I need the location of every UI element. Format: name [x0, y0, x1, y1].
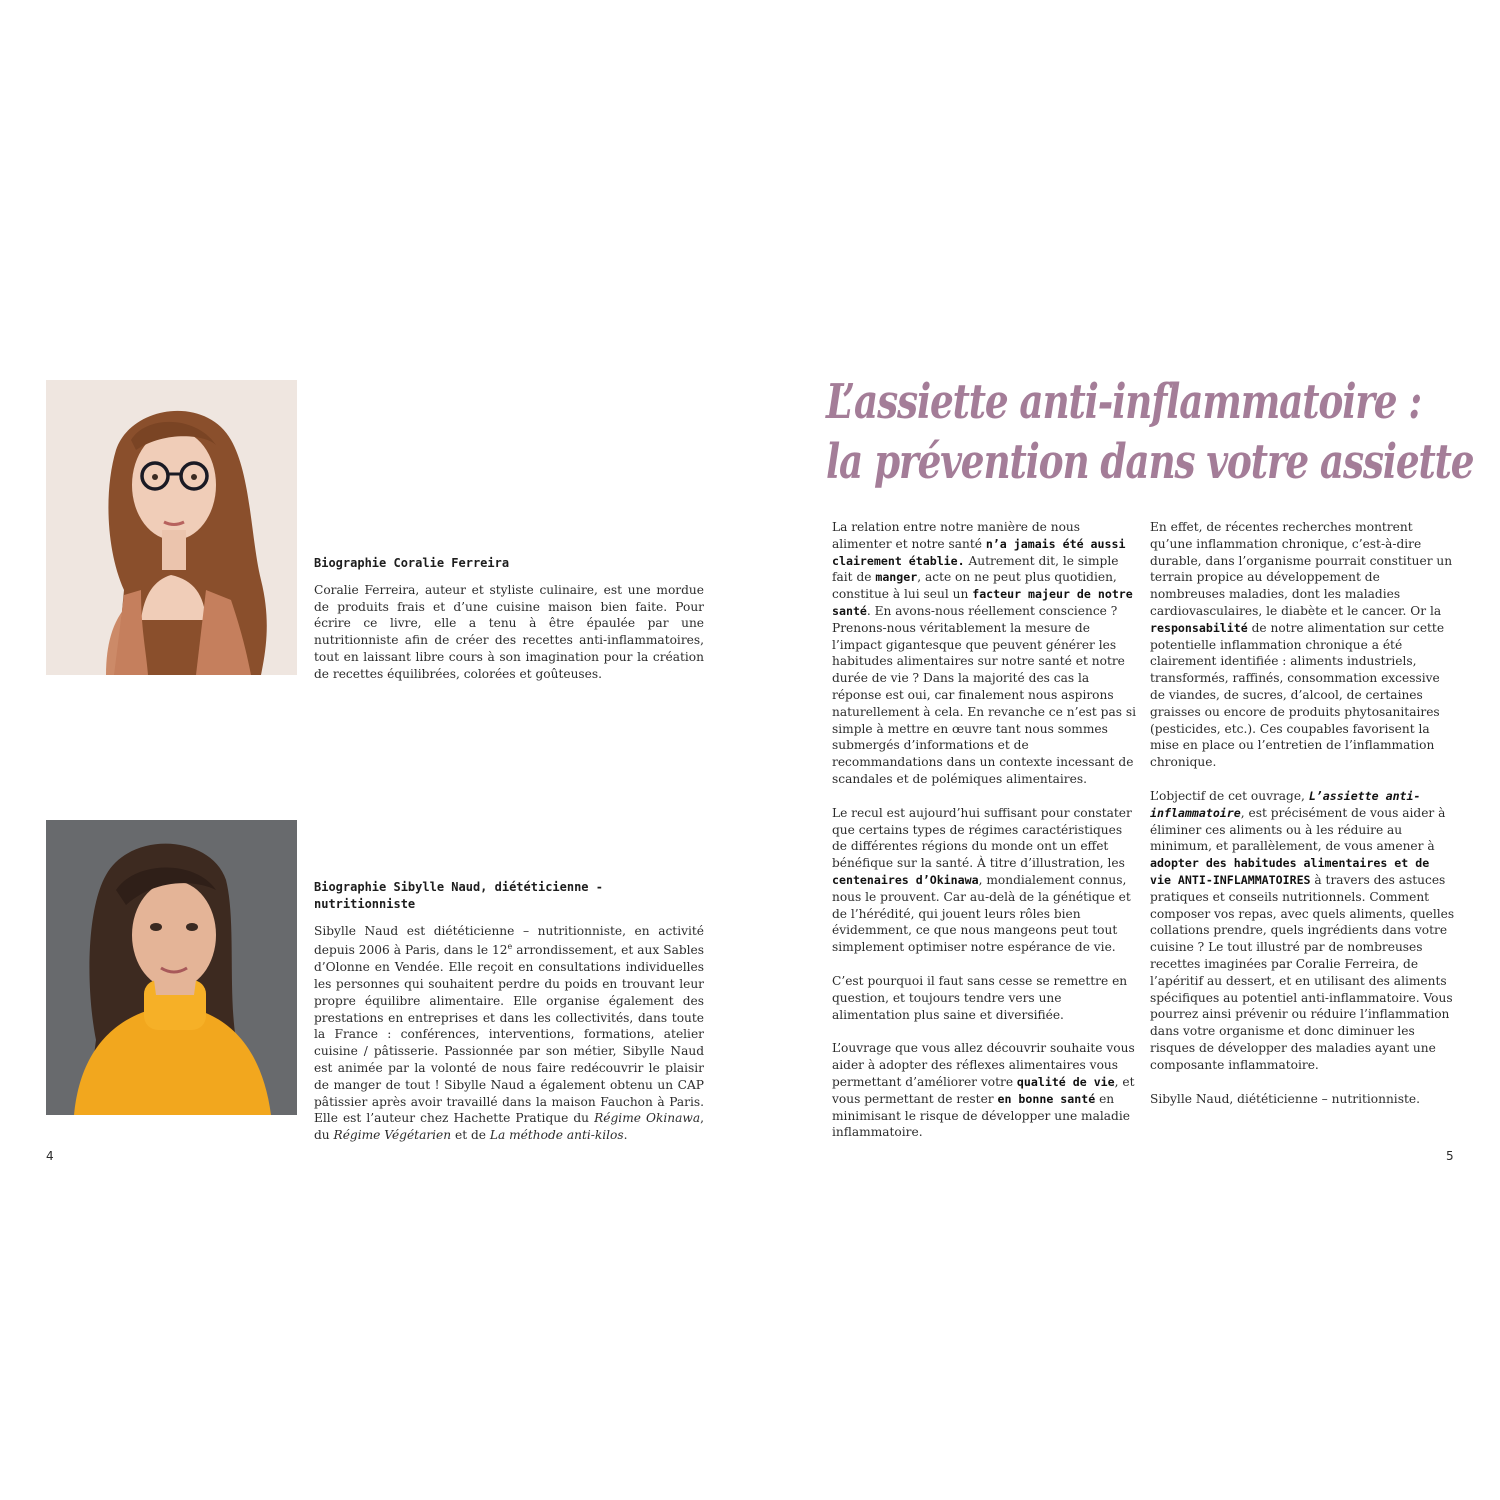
paragraph: C’est pourquoi il faut sans cesse se remettre en question, et toujours tendre vers une alimentation plus saine et diversifiée. [832, 973, 1128, 1022]
paragraph: Le recul est aujourd’hui suffisant pour constater que certains types de régimes caractéristiques de différentes régions du monde ont un effet bénéfique sur la santé. À titre d’illustration, les centenaires d’Okinawa, mondialement connus, nous le prouvent. Car au-delà de la génétique et de l’hérédité, qui jouent leurs rôles bien évidemment, ce que nous mangeons peut tout simplement optimiser notre espérance de vie. [832, 805, 1132, 955]
paragraph: La relation entre notre manière de nous alimenter et notre santé n’a jamais été aussi clairement établie. Autrement dit, le simple fait de manger, acte on ne peut plus quotidien, constitue à lui seul un facteur majeur de notre santé. En avons-nous réellement conscience ? Prenons-nous véritablement la mesure de l’impact gigantesque que peuvent générer les habitudes alimentaires sur notre santé et notre durée de vie ? Dans la majorité des cas la réponse est oui, car finalement nous aspirons naturellement à cela. En revanche ce n’est pas si simple à mettre en œuvre tant nous sommes submergés d’informations et de recommandations dans un contexte incessant de scandales et de polémiques alimentaires. [832, 520, 1137, 786]
coralie-ferreira-portrait [46, 380, 297, 675]
book-title: La méthode anti-kilos [489, 1128, 624, 1143]
bio-heading: Biographie Coralie Ferreira [314, 556, 510, 570]
book-title: Régime Végétarien [333, 1128, 452, 1143]
book-title: Régime Okinawa [594, 1111, 701, 1126]
title-line-2: la prévention dans votre assiette [826, 434, 1474, 490]
text-column-left [832, 519, 1137, 1158]
bio-coralie-ferreira [314, 555, 704, 683]
bio-text: Sibylle Naud est diététicienne – nutritionniste, en activité depuis 2006 à Paris, dans le 12e arrondissement, et aux Sables d’Olonne en Vendée. Elle reçoit en consultations individuelles les personnes qui souhaitent perdre du poids en trouvant leur propre équilibre alimentaire. Elle organise également des prestations en entreprises et dans les collectivités, dans toute la France : conférences, interventions, formations, atelier cuisine / pâtisserie. Passionnée par son métier, Sibylle Naud est animée par la volonté de nous faire redécouvrir le plaisir de manger de tout ! Sibylle Naud a également obtenu un CAP pâtissier après avoir travaillé dans la maison Fauchon à Paris. Elle est l’auteur chez Hachette Pratique du Régime Okinawa, du Régime Végétarien et de La méthode anti-kilos. [314, 923, 704, 1143]
bio-text: Coralie Ferreira, auteur et styliste culinaire, est une mordue de produits frais et d’une cuisine maison bien faite. Pour écrire ce livre, elle a tenu à être épaulée par une nutritionniste afin de créer des recettes anti-inflammatoires, tout en laissant libre cours à son imagination pour la création de recettes équilibrées, colorées et goûteuses. [314, 582, 704, 681]
paragraph: L’objectif de cet ouvrage, L’assiette anti-inflammatoire, est précisément de vous aider à éliminer ces aliments ou à les réduire au minimum, et parallèlement, de vous amener à adopter des habitudes alimentaires et de vie ANTI-INFLAMMATOIRES à travers des astuces pratiques et conseils nutritionnels. Comment composer vos repas, avec quels aliments, quelles collations prendre, quels ingrédients dans votre cuisine ? Le tout illustré par de nombreuses recettes imaginées par Coralie Ferreira, de l’apéritif au dessert, et en utilisant des aliments spécifiques au potentiel anti-inflammatoire. Vous pourrez ainsi prévenir ou réduire l’inflammation dans votre organisme et donc diminuer les risques de développer des maladies ayant une composante inflammatoire. [1150, 788, 1455, 1072]
chapter-title [826, 372, 1474, 492]
title-line-1: L’assiette anti-inflammatoire : [826, 374, 1421, 430]
bio-heading: Biographie Sibylle Naud, diététicienne - nutritionniste [314, 880, 603, 911]
paragraph: En effet, de récentes recherches montrent qu’une inflammation chronique, c’est-à-dire durable, dans l’organisme pourrait constituer un terrain propice au développement de nombreuses maladies, dont les maladies cardiovasculaires, le diabète et le cancer. Or la responsabilité de notre alimentation sur cette potentielle inflammation chronique a été clairement identifiée : aliments industriels, transformés, raffinés, consommation excessive de viandes, de sucres, d’alcool, de certaines graisses ou encore de produits phytosanitaires (pesticides, etc.). Ces coupables favorisent la mise en place ou l’entretien de l’inflammation chronique. [1150, 520, 1453, 770]
signature: Sibylle Naud, diététicienne – nutritionniste. [1150, 1091, 1420, 1106]
bio-sibylle-naud [314, 879, 704, 1144]
paragraph: L’ouvrage que vous allez découvrir souhaite vous aider à adopter des réflexes alimentaires vous permettant d’améliorer votre qualité de vie, et vous permettant de rester en bonne santé en minimisant le risque de développer une maladie inflammatoire. [832, 1041, 1135, 1140]
page-number-right: 5 [1446, 1149, 1454, 1163]
text-column-right [1150, 519, 1455, 1124]
page-number-left: 4 [46, 1149, 54, 1163]
sibylle-naud-portrait [46, 820, 297, 1115]
